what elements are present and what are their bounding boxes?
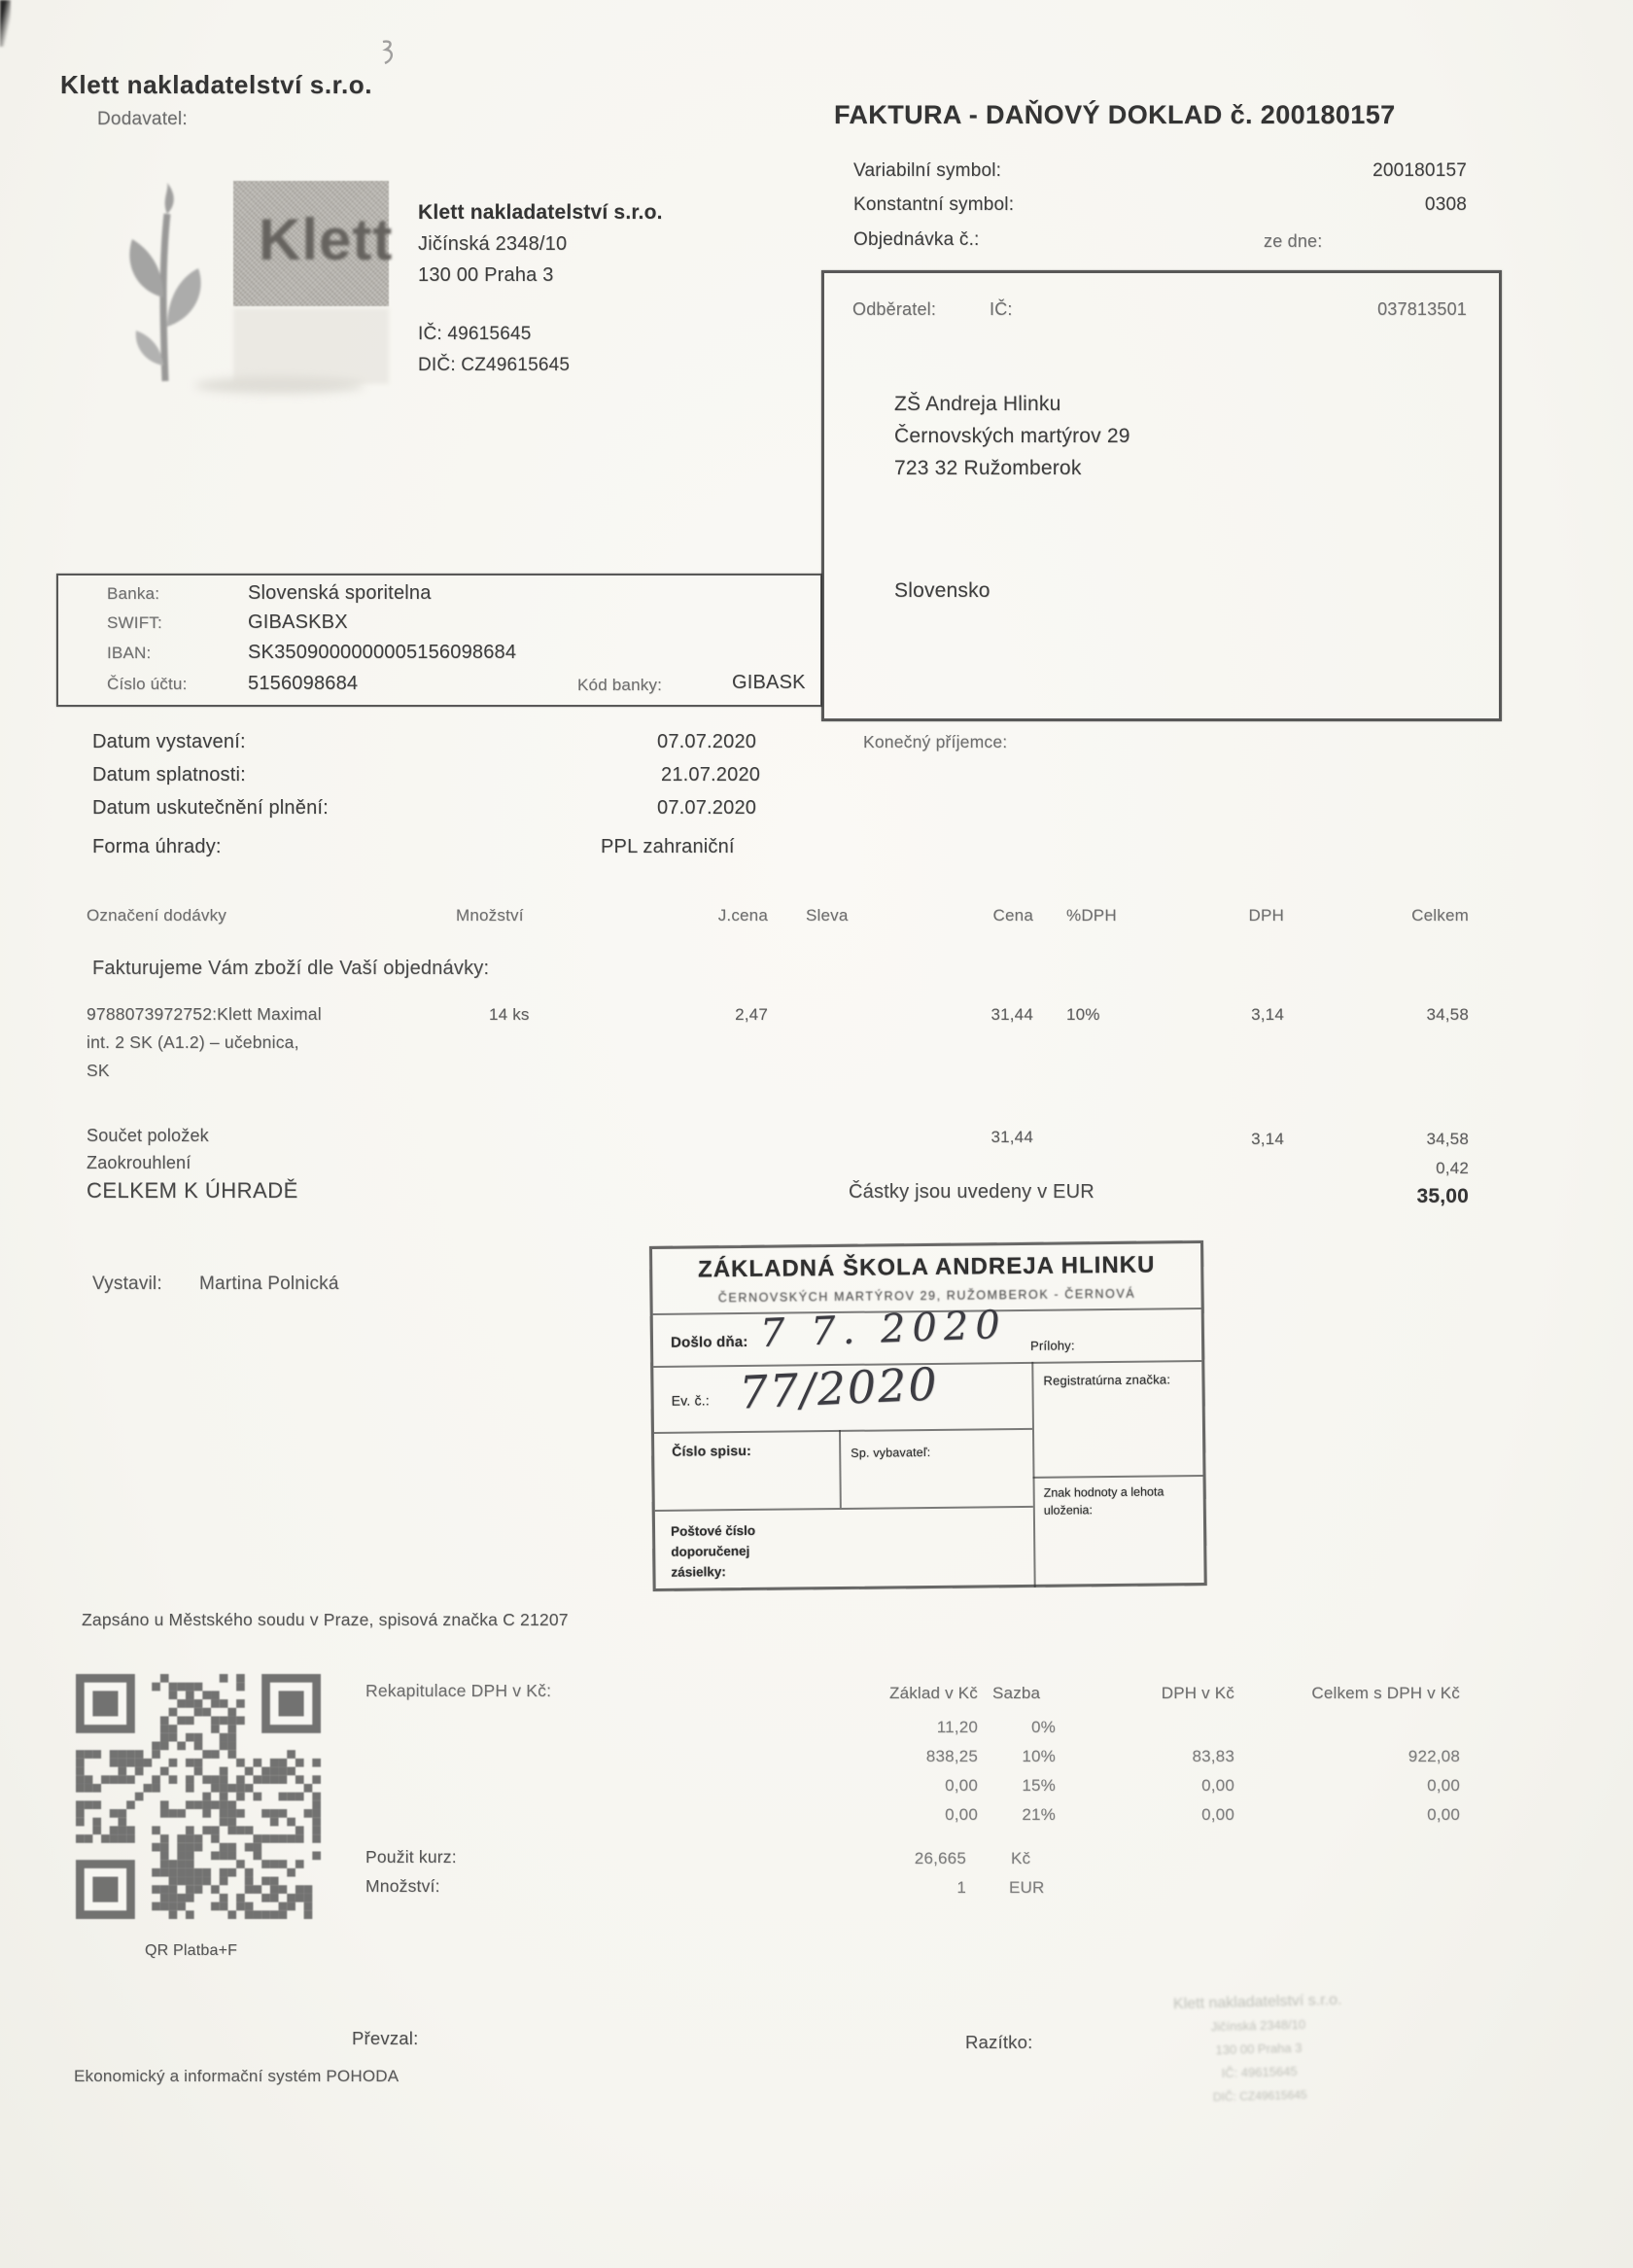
stamp-handler-label: Sp. vybavateľ: xyxy=(851,1445,931,1460)
exchange-rate-unit: Kč xyxy=(1011,1849,1031,1867)
item-quantity: 14 ks xyxy=(489,1005,530,1024)
stamp-title: ZÁKLADNÁ ŠKOLA ANDREJA HLINKU xyxy=(697,1251,1156,1283)
stamp-divider-3 xyxy=(654,1428,1032,1434)
order-date-label: ze dne: xyxy=(1264,231,1323,251)
stamp-ev-handwriting: 77/2020 xyxy=(738,1357,940,1419)
sum-vat: 3,14 xyxy=(1251,1130,1284,1148)
due-date-label: Datum splatnosti: xyxy=(92,764,246,785)
customer-box xyxy=(821,270,1502,721)
klett-logo-fade xyxy=(233,308,389,384)
school-receiving-stamp xyxy=(649,1240,1207,1591)
recap-row-base-2: 0,00 xyxy=(945,1776,978,1795)
stamp-retention-label: Znak hodnoty a lehota uloženia: xyxy=(1043,1484,1164,1518)
variable-symbol-label: Variabilní symbol: xyxy=(853,160,1002,181)
klett-logo-text: Klett xyxy=(259,207,394,272)
order-number-label: Objednávka č.: xyxy=(853,229,980,250)
registry-note: Zapsáno u Městského soudu v Praze, spisová značka C 21207 xyxy=(82,1610,569,1629)
invoice-title: FAKTURA - DAŇOVÝ DOKLAD č. 200180157 xyxy=(834,100,1396,129)
bank-label: Banka: xyxy=(107,584,160,603)
stamp-ev-label: Ev. č.: xyxy=(671,1392,711,1409)
item-total: 34,58 xyxy=(1426,1005,1469,1024)
recap-col-rate: Sazba xyxy=(992,1684,1041,1702)
exchange-qty-label: Množství: xyxy=(365,1876,440,1896)
exchange-qty-unit: EUR xyxy=(1009,1878,1045,1897)
grand-total-label: CELKEM K ÚHRADĚ xyxy=(87,1178,298,1203)
item-desc-line1: 9788073972752:Klett Maximal xyxy=(87,1004,322,1024)
customer-ic-value: 037813501 xyxy=(1377,299,1467,319)
exchange-qty-value: 1 xyxy=(956,1878,966,1897)
sum-total: 34,58 xyxy=(1426,1130,1469,1148)
supplier-street: Jičínská 2348/10 xyxy=(418,233,568,255)
stamp-postal-label: Poštové číslo doporučenej zásielky: xyxy=(670,1522,756,1580)
company-heading: Klett nakladatelství s.r.o. xyxy=(60,70,373,99)
constant-symbol-value: 0308 xyxy=(1424,194,1467,215)
swift-label: SWIFT: xyxy=(107,613,162,632)
recap-row-rate-0: 0% xyxy=(1031,1718,1056,1736)
recap-col-base: Základ v Kč xyxy=(888,1684,978,1702)
supplier-city: 130 00 Praha 3 xyxy=(418,264,554,286)
pen-mark xyxy=(379,39,397,66)
recap-row-total-2: 0,00 xyxy=(1427,1776,1460,1795)
issued-by-label: Vystavil: xyxy=(92,1274,162,1294)
supplier-label: Dodavatel: xyxy=(97,109,188,129)
iban-value: SK3509000000005156098684 xyxy=(248,642,517,663)
col-total: Celkem xyxy=(1411,906,1469,925)
iban-label: IBAN: xyxy=(107,644,152,662)
faint-stamp-line: Jičínská 2348/10 xyxy=(1210,2016,1306,2035)
due-date-value: 21.07.2020 xyxy=(661,764,761,785)
recap-col-vat: DPH v Kč xyxy=(1161,1684,1234,1702)
supplier-ic: IČ: 49615645 xyxy=(418,324,532,344)
recap-row-rate-3: 21% xyxy=(1022,1805,1056,1824)
recap-row-rate-1: 10% xyxy=(1022,1747,1056,1765)
faint-stamp-line: Klett nakladatelství s.r.o. xyxy=(1172,1991,1342,2013)
customer-street: Černovských martýrov 29 xyxy=(894,425,1130,447)
swift-value: GIBASKBX xyxy=(248,611,348,633)
currency-note: Částky jsou uvedeny v EUR xyxy=(849,1181,1094,1203)
variable-symbol-value: 200180157 xyxy=(1372,160,1467,181)
taxable-date-value: 07.07.2020 xyxy=(657,797,757,819)
issue-date-value: 07.07.2020 xyxy=(657,731,757,752)
item-unit-price: 2,47 xyxy=(735,1005,768,1024)
qr-code xyxy=(76,1674,321,1919)
faint-company-stamp xyxy=(1029,1985,1489,2113)
exchange-rate-label: Použit kurz: xyxy=(365,1847,457,1867)
received-by-label: Převzal: xyxy=(352,2028,419,2048)
bank-code-value: GIBASK xyxy=(732,672,806,693)
final-recipient-label: Konečný příjemce: xyxy=(863,732,1008,751)
bank-value: Slovenská sporitelna xyxy=(248,582,432,604)
system-note: Ekonomický a informační systém POHODA xyxy=(74,2067,400,2085)
klett-logo-block xyxy=(233,181,394,306)
stamp-vertical-divider xyxy=(1031,1362,1035,1588)
recap-row-total-3: 0,00 xyxy=(1427,1805,1460,1824)
customer-city: 723 32 Ružomberok xyxy=(894,457,1082,479)
recap-row-total-1: 922,08 xyxy=(1407,1747,1460,1765)
issue-date-label: Datum vystavení: xyxy=(92,731,246,752)
col-vat-pct: %DPH xyxy=(1066,906,1117,925)
col-vat: DPH xyxy=(1248,906,1284,925)
stamp-attachments-label: Prílohy: xyxy=(1030,1338,1075,1353)
rounding-label: Zaokrouhlení xyxy=(87,1153,191,1172)
stamp-right-divider xyxy=(1033,1475,1203,1479)
stamp-received-handwriting: 7 7. 2020 xyxy=(759,1302,1008,1357)
item-vat: 3,14 xyxy=(1251,1005,1284,1024)
customer-name: ZŠ Andreja Hlinku xyxy=(894,393,1061,415)
recap-row-vat-1: 83,83 xyxy=(1192,1747,1234,1765)
sum-price: 31,44 xyxy=(990,1128,1033,1146)
invoice-intro: Fakturujeme Vám zboží dle Vaší objednávky: xyxy=(92,958,490,979)
account-value: 5156098684 xyxy=(248,673,359,694)
recap-row-vat-2: 0,00 xyxy=(1201,1776,1234,1795)
bank-code-label: Kód banky: xyxy=(577,676,663,694)
recap-col-total: Celkem s DPH v Kč xyxy=(1311,1684,1460,1702)
issued-by-name: Martina Polnická xyxy=(199,1274,339,1294)
customer-ic-label: IČ: xyxy=(990,299,1013,319)
rounding-value: 0,42 xyxy=(1436,1159,1469,1177)
klett-logo-plant-icon xyxy=(105,181,231,387)
stamp-sub-divider xyxy=(839,1430,842,1508)
item-desc-line3: SK xyxy=(87,1061,110,1080)
stamp-area-label: Razítko: xyxy=(965,2032,1033,2052)
scan-corner-mark xyxy=(0,0,11,47)
customer-label: Odběratel: xyxy=(852,299,937,319)
constant-symbol-label: Konstantní symbol: xyxy=(853,194,1015,215)
supplier-dic: DIČ: CZ49615645 xyxy=(418,355,571,375)
account-label: Číslo účtu: xyxy=(107,675,188,693)
stamp-divider-4 xyxy=(655,1506,1033,1512)
recap-row-base-3: 0,00 xyxy=(945,1805,978,1824)
sum-label: Součet položek xyxy=(87,1126,209,1145)
recap-row-base-0: 11,20 xyxy=(936,1718,978,1736)
col-unit-price: J.cena xyxy=(717,906,768,925)
payment-method-value: PPL zahraniční xyxy=(601,836,735,857)
faint-stamp-line: IČ: 49615645 xyxy=(1221,2063,1298,2081)
col-price: Cena xyxy=(992,906,1033,925)
recap-row-base-1: 838,25 xyxy=(925,1747,978,1765)
stamp-reg-label: Registratúrna značka: xyxy=(1043,1372,1171,1388)
stamp-received-label: Došlo dňa: xyxy=(670,1333,748,1351)
qr-caption: QR Platba+F xyxy=(145,1942,238,1959)
recap-row-vat-3: 0,00 xyxy=(1201,1805,1234,1824)
stamp-file-label: Číslo spisu: xyxy=(672,1442,752,1459)
item-vat-pct: 10% xyxy=(1066,1005,1100,1024)
customer-country: Slovensko xyxy=(894,579,990,602)
supplier-name: Klett nakladatelství s.r.o. xyxy=(418,201,663,224)
col-quantity: Množství xyxy=(456,906,524,925)
exchange-rate-value: 26,665 xyxy=(914,1849,966,1867)
col-designation: Označení dodávky xyxy=(87,906,227,925)
recap-title: Rekapitulace DPH v Kč: xyxy=(365,1681,552,1700)
col-discount: Sleva xyxy=(806,906,849,925)
faint-stamp-line: DIČ: CZ49615645 xyxy=(1212,2087,1307,2105)
payment-method-label: Forma úhrady: xyxy=(92,836,222,857)
grand-total-value: 35,00 xyxy=(1416,1185,1469,1207)
item-desc-line2: int. 2 SK (A1.2) – učebnica, xyxy=(87,1032,299,1052)
taxable-date-label: Datum uskutečnění plnění: xyxy=(92,797,329,819)
stamp-subtitle: ČERNOVSKÝCH MARTÝROV 29, RUŽOMBEROK - ČERNOVÁ xyxy=(717,1286,1136,1306)
faint-stamp-line: 130 00 Praha 3 xyxy=(1215,2040,1303,2058)
item-price: 31,44 xyxy=(990,1005,1033,1024)
recap-row-rate-2: 15% xyxy=(1022,1776,1056,1795)
